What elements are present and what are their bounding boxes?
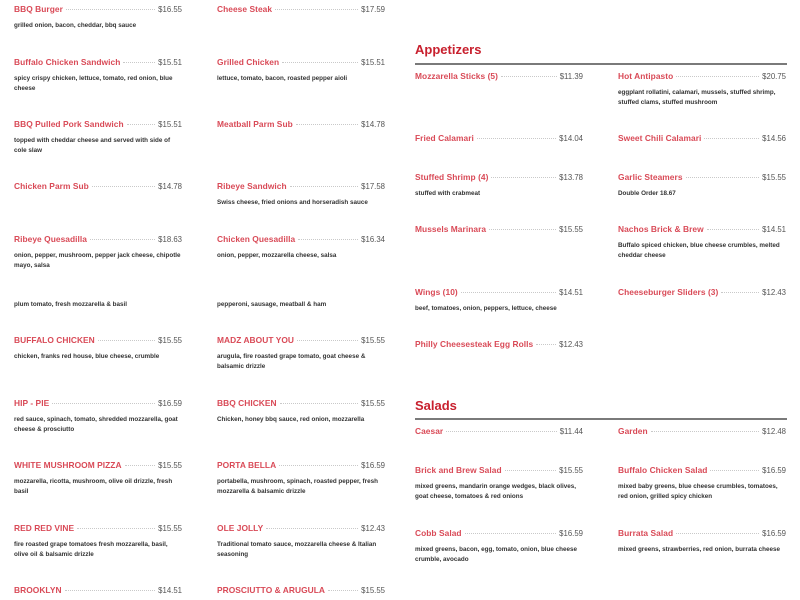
- menu-item-cheeseburger-sliders: [618, 287, 786, 301]
- item-name: Philly Cheesesteak Egg Rolls: [415, 339, 534, 349]
- menu-item-mussels-marinara: [415, 224, 583, 238]
- item-price: $15.55: [559, 225, 583, 234]
- item-description: mixed greens, bacon, egg, tomato, onion, blue cheese crumble, avocado: [415, 546, 578, 563]
- menu-item-sweet-chili-calamari: [618, 133, 786, 147]
- menu-item-garden: [618, 426, 786, 440]
- dotted-leader: [676, 533, 759, 534]
- menu-item-philly-egg-rolls: [415, 339, 583, 353]
- menu-item-hip-pie: [14, 398, 182, 435]
- item-name: Fried Calamari: [415, 133, 474, 143]
- item-name: Sweet Chili Calamari: [618, 133, 702, 143]
- section-divider: [415, 63, 787, 65]
- menu-item-chicken-parm-sub: [14, 181, 182, 195]
- dotted-leader: [328, 590, 358, 591]
- item-name: Stuffed Shrimp (4): [415, 172, 489, 182]
- item-name: BROOKLYN: [14, 585, 62, 595]
- item-description: grilled onion, bacon, cheddar, bbq sauce: [14, 22, 137, 29]
- item-name: Burrata Salad: [618, 528, 674, 538]
- item-description: onion, pepper, mozzarella cheese, salsa: [217, 252, 337, 259]
- item-name: Wings (10): [415, 287, 458, 297]
- section-title-salads: Salads: [415, 398, 457, 413]
- dotted-leader: [676, 76, 759, 77]
- item-description: stuffed with crabmeat: [415, 190, 481, 197]
- item-price: $11.44: [559, 427, 583, 436]
- menu-item-caesar: [415, 426, 583, 440]
- menu-item-ribeye-sandwich: [217, 181, 385, 208]
- dotted-leader: [125, 465, 156, 466]
- item-price: $15.51: [158, 58, 182, 67]
- item-name: Brick and Brew Salad: [415, 465, 502, 475]
- menu-item-mozzarella-sticks: [415, 71, 583, 85]
- item-name: Mussels Marinara: [415, 224, 487, 234]
- item-description: mixed baby greens, blue cheese crumbles, tomatoes, red onion, grilled spicy chicken: [618, 483, 778, 500]
- item-price: $14.78: [158, 182, 182, 191]
- item-name: Garden: [618, 426, 648, 436]
- item-price: $16.59: [559, 529, 583, 538]
- section-divider: [415, 418, 787, 420]
- item-name: Cheeseburger Sliders (3): [618, 287, 719, 297]
- item-name: Nachos Brick & Brew: [618, 224, 704, 234]
- item-name: Caesar: [415, 426, 444, 436]
- dotted-leader: [127, 124, 156, 125]
- dotted-leader: [123, 62, 155, 63]
- item-description: arugula, fire roasted grape tomato, goat cheese & balsamic drizzle: [217, 353, 366, 370]
- item-name: Grilled Chicken: [217, 57, 280, 67]
- item-name: Cheese Steak: [217, 4, 273, 14]
- item-description: mixed greens, mandarin orange wedges, black olives, goat cheese, tomatoes & red onions: [415, 483, 576, 500]
- dotted-leader: [446, 431, 556, 432]
- item-description: Buffalo spiced chicken, blue cheese crumbles, melted cheddar cheese: [618, 242, 780, 259]
- menu-item-nachos-brick-brew: [618, 224, 786, 261]
- menu-item-cheese-steak: [217, 4, 385, 18]
- item-price: $14.56: [762, 134, 786, 143]
- item-price: $15.55: [559, 466, 583, 475]
- menu-item-brick-brew-salad: [415, 465, 583, 502]
- item-name: WHITE MUSHROOM PIZZA: [14, 460, 122, 470]
- item-price: $12.48: [762, 427, 786, 436]
- dotted-leader: [66, 9, 155, 10]
- item-description: Swiss cheese, fried onions and horseradish sauce: [217, 199, 368, 206]
- item-price: $12.43: [559, 340, 583, 349]
- item-name: MADZ ABOUT YOU: [217, 335, 295, 345]
- item-name: BBQ Pulled Pork Sandwich: [14, 119, 124, 129]
- dotted-leader: [536, 344, 556, 345]
- item-price: $11.39: [559, 72, 583, 81]
- menu-item-meatball-parm-sub: [217, 119, 385, 133]
- item-price: $15.55: [361, 399, 385, 408]
- dotted-leader: [477, 138, 556, 139]
- item-price: $14.78: [361, 120, 385, 129]
- item-price: $15.55: [762, 173, 786, 182]
- item-name: Ribeye Quesadilla: [14, 234, 87, 244]
- item-description: beef, tomatoes, onion, peppers, lettuce, cheese: [415, 305, 557, 312]
- item-description: Double Order 18.67: [618, 190, 676, 197]
- item-description: mozzarella, ricotta, mushroom, olive oil drizzle, fresh basil: [14, 478, 173, 495]
- item-description: mixed greens, strawberries, red onion, burrata cheese: [618, 546, 781, 553]
- dotted-leader: [77, 528, 155, 529]
- item-name: OLE JOLLY: [217, 523, 264, 533]
- menu-item-madz-about-you: [217, 335, 385, 372]
- item-price: $13.78: [559, 173, 583, 182]
- dotted-leader: [501, 76, 557, 77]
- dotted-leader: [298, 239, 358, 240]
- dotted-leader: [65, 590, 156, 591]
- item-name: BUFFALO CHICKEN: [14, 335, 95, 345]
- item-name: PROSCIUTTO & ARUGULA: [217, 585, 326, 595]
- menu-item-burrata-salad: [618, 528, 786, 555]
- menu-item-hot-antipasto: [618, 71, 786, 108]
- item-description-orphan: plum tomato, fresh mozzarella & basil: [14, 301, 128, 308]
- dotted-leader: [279, 465, 358, 466]
- item-description: lettuce, tomato, bacon, roasted pepper aioli: [217, 75, 348, 82]
- item-description: onion, pepper, mushroom, pepper jack cheese, chipotle mayo, salsa: [14, 252, 181, 269]
- item-price: $15.51: [158, 120, 182, 129]
- item-name: Chicken Quesadilla: [217, 234, 296, 244]
- dotted-leader: [686, 177, 760, 178]
- dotted-leader: [704, 138, 759, 139]
- dotted-leader: [465, 533, 557, 534]
- dotted-leader: [651, 431, 760, 432]
- item-price: $12.43: [762, 288, 786, 297]
- dotted-leader: [92, 186, 155, 187]
- item-price: $12.43: [361, 524, 385, 533]
- menu-item-chicken-quesadilla: [217, 234, 385, 261]
- menu-item-ribeye-quesadilla: [14, 234, 182, 271]
- dotted-leader: [505, 470, 556, 471]
- dotted-leader: [280, 403, 358, 404]
- item-name: Buffalo Chicken Salad: [618, 465, 708, 475]
- menu-item-brooklyn: [14, 585, 182, 599]
- item-price: $16.59: [762, 466, 786, 475]
- item-name: Cobb Salad: [415, 528, 462, 538]
- menu-item-fried-calamari: [415, 133, 583, 147]
- item-name: PORTA BELLA: [217, 460, 277, 470]
- dotted-leader: [282, 62, 358, 63]
- menu-item-grilled-chicken: [217, 57, 385, 84]
- menu-item-garlic-steamers: [618, 172, 786, 199]
- item-price: $16.59: [762, 529, 786, 538]
- item-price: $17.58: [361, 182, 385, 191]
- item-name: Chicken Parm Sub: [14, 181, 89, 191]
- item-price: $16.55: [158, 5, 182, 14]
- dotted-leader: [710, 470, 759, 471]
- item-name: HIP - PIE: [14, 398, 50, 408]
- dotted-leader: [707, 229, 759, 230]
- menu-item-bbq-chicken: [217, 398, 385, 425]
- dotted-leader: [275, 9, 358, 10]
- item-description: eggplant rollatini, calamari, mussels, stuffed shrimp, stuffed clams, stuffed mushroom: [618, 89, 776, 106]
- dotted-leader: [721, 292, 759, 293]
- menu-item-buffalo-chicken-salad: [618, 465, 786, 502]
- item-price: $16.59: [361, 461, 385, 470]
- menu-item-stuffed-shrimp: [415, 172, 583, 199]
- dotted-leader: [98, 340, 155, 341]
- item-description: Traditional tomato sauce, mozzarella cheese & Italian seasoning: [217, 541, 377, 558]
- item-price: $14.51: [559, 288, 583, 297]
- dotted-leader: [489, 229, 556, 230]
- item-description: spicy crispy chicken, lettuce, tomato, red onion, blue cheese: [14, 75, 173, 92]
- item-price: $14.04: [559, 134, 583, 143]
- item-price: $15.55: [158, 461, 182, 470]
- item-description: red sauce, spinach, tomato, shredded mozzarella, goat cheese & prosciutto: [14, 416, 178, 433]
- menu-item-red-red-vine: [14, 523, 182, 560]
- item-name: BBQ Burger: [14, 4, 63, 14]
- dotted-leader: [491, 177, 556, 178]
- menu-item-white-mushroom-pizza: [14, 460, 182, 497]
- item-price: $15.55: [361, 586, 385, 595]
- item-description: topped with cheddar cheese and served with side of cole slaw: [14, 137, 171, 154]
- dotted-leader: [461, 292, 556, 293]
- item-price: $17.59: [361, 5, 385, 14]
- menu-item-bbq-burger: [14, 4, 182, 31]
- dotted-leader: [266, 528, 358, 529]
- menu-item-porta-bella: [217, 460, 385, 497]
- item-price: $14.51: [762, 225, 786, 234]
- menu-item-wings: [415, 287, 583, 314]
- section-title-appetizers: Appetizers: [415, 42, 482, 57]
- dotted-leader: [290, 186, 359, 187]
- item-description: fire roasted grape tomatoes fresh mozzarella, basil, olive oil & balsamic drizzle: [14, 541, 168, 558]
- dotted-leader: [52, 403, 155, 404]
- item-name: Meatball Parm Sub: [217, 119, 293, 129]
- dotted-leader: [90, 239, 155, 240]
- menu-item-buffalo-chicken-sandwich: [14, 57, 182, 94]
- item-description: portabella, mushroom, spinach, roasted pepper, fresh mozzarella & balsamic drizzle: [217, 478, 378, 495]
- item-price: $15.55: [158, 336, 182, 345]
- item-name: RED RED VINE: [14, 523, 75, 533]
- item-name: Buffalo Chicken Sandwich: [14, 57, 121, 67]
- item-price: $15.51: [361, 58, 385, 67]
- item-price: $15.55: [158, 524, 182, 533]
- item-price: $16.34: [361, 235, 385, 244]
- item-name: Hot Antipasto: [618, 71, 674, 81]
- item-price: $16.59: [158, 399, 182, 408]
- menu-item-ole-jolly: [217, 523, 385, 560]
- item-name: Mozzarella Sticks (5): [415, 71, 498, 81]
- item-price: $14.51: [158, 586, 182, 595]
- item-description: chicken, franks red house, blue cheese, crumble: [14, 353, 160, 360]
- menu-item-bbq-pulled-pork: [14, 119, 182, 156]
- item-price: $20.75: [762, 72, 786, 81]
- item-name: Garlic Steamers: [618, 172, 683, 182]
- menu-item-cobb-salad: [415, 528, 583, 565]
- item-price: $15.55: [361, 336, 385, 345]
- dotted-leader: [296, 124, 358, 125]
- item-name: BBQ CHICKEN: [217, 398, 277, 408]
- item-description-orphan: pepperoni, sausage, meatball & ham: [217, 301, 327, 308]
- dotted-leader: [297, 340, 358, 341]
- item-name: Ribeye Sandwich: [217, 181, 287, 191]
- item-price: $18.63: [158, 235, 182, 244]
- menu-item-buffalo-chicken-pizza: [14, 335, 182, 362]
- menu-item-prosciutto-arugula: [217, 585, 385, 599]
- item-description: Chicken, honey bbq sauce, red onion, mozzarella: [217, 416, 365, 423]
